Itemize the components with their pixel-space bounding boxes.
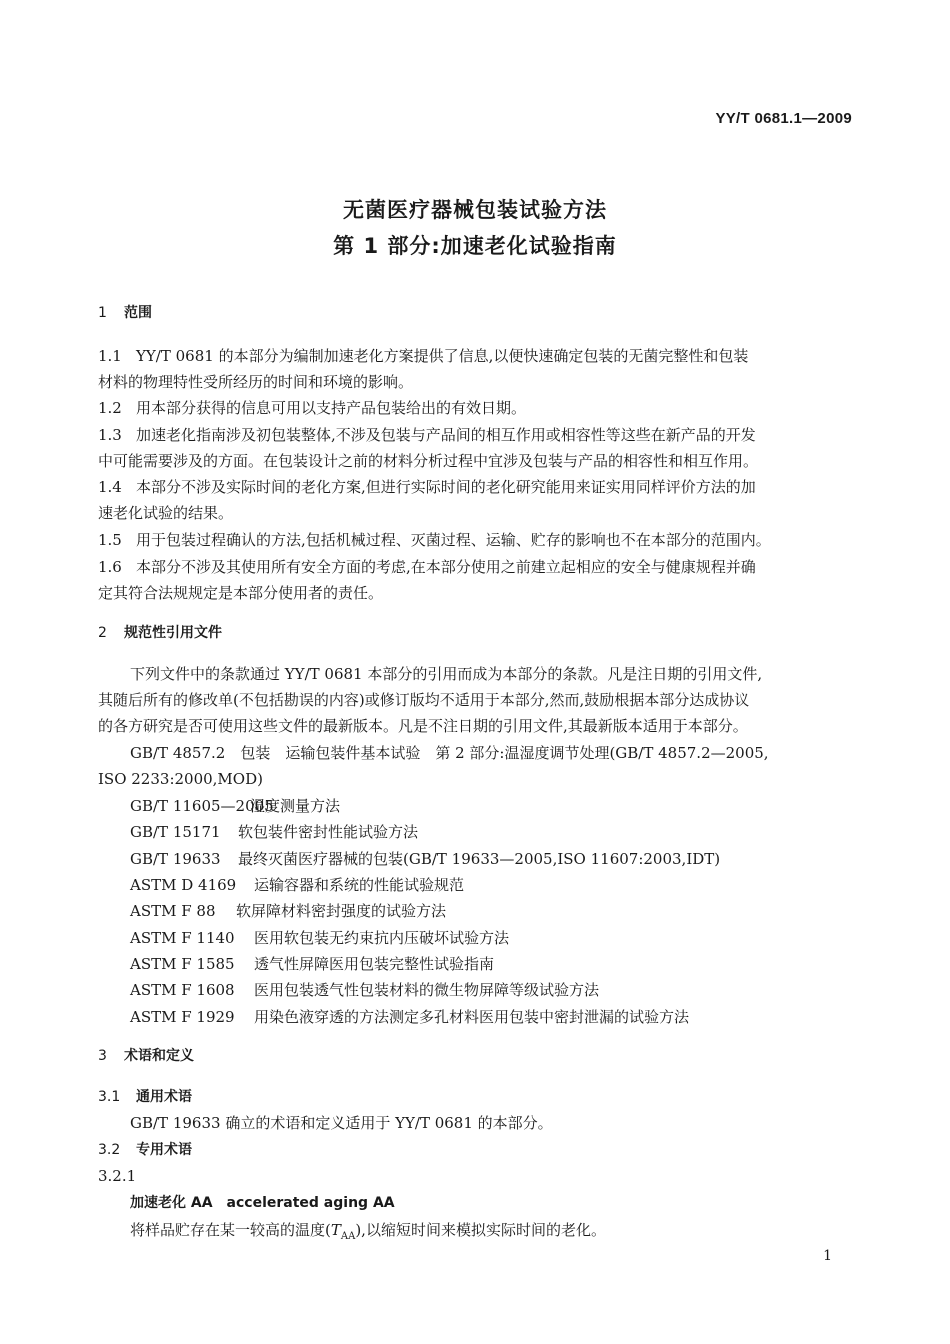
clause-1-4-line-2: 速老化试验的结果。 [98,504,234,522]
ref-code: GB/T 19633 [130,850,221,868]
ref-item [130,980,599,1000]
clause-1-6-text: 本部分不涉及其使用所有安全方面的考虑,在本部分使用之前建立起相应的安全与健康规程并确 [136,558,756,576]
ref-title: 软屏障材料密封强度的试验方法 [236,902,447,920]
clause-1-1-text: YY/T 0681 的本部分为编制加速老化方案提供了信息,以便快速确定包装的无菌完整性和包装 [136,347,749,365]
subsection-3-2-title: 专用术语 [136,1142,192,1158]
clause-1-5-text: 用于包装过程确认的方法,包括机械过程、灭菌过程、运输、贮存的影响也不在本部分的范围内。 [136,531,771,549]
clause-1-4-line-1 [98,477,756,497]
clause-1-1-line-2: 材料的物理特性受所经历的时间和环境的影响。 [98,373,414,391]
clause-1-1-line-1 [98,346,748,366]
term-accelerated-aging: 加速老化 AA accelerated aging AA [130,1195,395,1211]
clause-1-2-text: 用本部分获得的信息可用以支持产品包装给出的有效日期。 [136,399,527,417]
ref-code: GB/T 11605—2005 [130,797,274,815]
ref-title: 医用软包装无约束抗内压破坏试验方法 [254,929,510,947]
clause-1-3-line-2: 中可能需要涉及的方面。在包装设计之前的材料分析过程中宜涉及包装与产品的相容性和相互作用。 [98,452,759,470]
term-definition [130,1220,606,1247]
ref-gbt-4857-2-line-2: ISO 2233:2000,MOD) [98,770,263,788]
ref-code: ASTM F 1929 [130,1008,235,1026]
subsection-3-2-number: 3.2 [98,1142,121,1158]
clause-1-2 [98,398,526,418]
ref-code: ASTM F 1585 [130,955,235,973]
ref-code: GB/T 15171 [130,823,221,841]
normative-para-line-2: 其随后所有的修改单(不包括勘误的内容)或修订版均不适用于本部分,然而,鼓励根据本部分达成协议 [98,691,750,709]
clause-1-5 [98,530,771,550]
normative-para-line-1: 下列文件中的条款通过 YY/T 0681 本部分的引用而成为本部分的条款。凡是注日期的引用文件, [130,665,763,683]
subsection-3-1-title: 通用术语 [136,1089,192,1105]
standard-code: YY/T 0681.1—2009 [715,110,852,127]
clause-1-4-text: 本部分不涉及实际时间的老化方案,但进行实际时间的老化研究能用来证实用同样评价方法的加 [136,478,756,496]
ref-item [130,928,509,948]
temperature-subscript: AA [340,1231,356,1242]
subsection-3-2-heading [98,1140,192,1160]
temperature-symbol: T [330,1221,341,1239]
clause-1-3-number: 1.3 [98,426,122,444]
ref-title: 用染色液穿透的方法测定多孔材料医用包装中密封泄漏的试验方法 [254,1008,690,1026]
clause-1-6-line-1 [98,557,756,577]
ref-title: 透气性屏障医用包装完整性试验指南 [254,955,495,973]
subsection-3-1-text: GB/T 19633 确立的术语和定义适用于 YY/T 0681 的本部分。 [130,1114,553,1132]
ref-item [130,822,418,842]
ref-gbt-4857-2-line-1: GB/T 4857.2 包装 运输包装件基本试验 第 2 部分:温湿度调节处理(GB/T 4857.2—2005, [130,744,769,762]
definition-text-end: ),以缩短时间来模拟实际时间的老化。 [355,1221,606,1239]
ref-title: 医用包装透气性包装材料的微生物屏障等级试验方法 [254,981,600,999]
section-3-title: 术语和定义 [124,1048,194,1064]
title-line-2: 第 1 部分:加速老化试验指南 [333,234,617,258]
ref-title: 最终灭菌医疗器械的包装(GB/T 19633—2005,ISO 11607:2003,IDT) [238,850,721,868]
ref-title: 湿度测量方法 [250,797,341,815]
section-2-heading [98,623,222,643]
ref-item [130,1007,689,1027]
section-3-heading [98,1046,194,1066]
normative-para-line-3: 的各方研究是否可使用这些文件的最新版本。凡是不注日期的引用文件,其最新版本适用于本部分。 [98,717,748,735]
definition-text-start: 将样品贮存在某一较高的温度( [130,1221,331,1239]
ref-code: ASTM F 88 [130,902,216,920]
clause-1-6-number: 1.6 [98,558,122,576]
section-3-number: 3 [98,1048,107,1064]
ref-item [130,849,720,869]
clause-1-3-text: 加速老化指南涉及初包装整体,不涉及包装与产品间的相互作用或相容性等这些在新产品的开发 [136,426,756,444]
ref-item [130,796,340,816]
subsection-3-1-heading [98,1087,192,1107]
ref-item [130,901,446,921]
clause-1-3-line-1 [98,425,756,445]
clause-1-6-line-2: 定其符合法规规定是本部分使用者的责任。 [98,584,384,602]
ref-code: ASTM F 1608 [130,981,235,999]
ref-title: 运输容器和系统的性能试验规范 [254,876,465,894]
ref-item [130,875,464,895]
clause-1-1-number: 1.1 [98,347,122,365]
section-1-number: 1 [98,305,107,321]
subsection-3-1-number: 3.1 [98,1089,121,1105]
section-1-title: 范围 [124,305,152,321]
clause-1-4-number: 1.4 [98,478,122,496]
ref-code: ASTM F 1140 [130,929,235,947]
section-2-number: 2 [98,625,107,641]
ref-item [130,954,494,974]
page-number: 1 [823,1248,832,1264]
clause-1-2-number: 1.2 [98,399,122,417]
title-line-1: 无菌医疗器械包装试验方法 [343,198,607,222]
clause-1-5-number: 1.5 [98,531,122,549]
section-1-heading [98,303,152,323]
section-2-title: 规范性引用文件 [124,625,222,641]
ref-code: ASTM D 4169 [130,876,237,894]
ref-title: 软包装件密封性能试验方法 [238,823,419,841]
subsection-3-2-1-number: 3.2.1 [98,1167,137,1185]
